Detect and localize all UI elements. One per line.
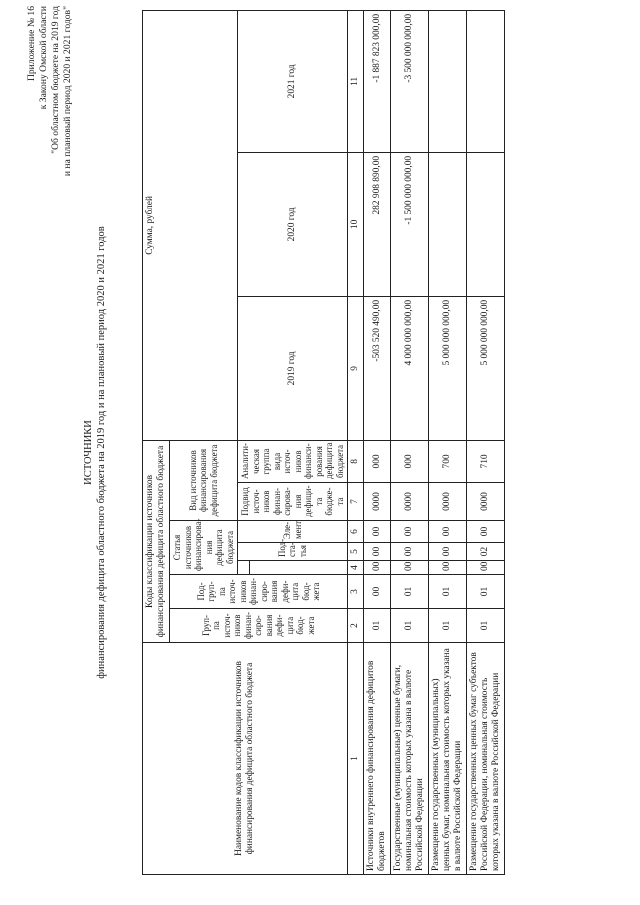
amount-2020 [467, 152, 505, 296]
code-cell: 01 [364, 609, 391, 643]
code-cell: 0000 [391, 483, 429, 521]
appendix-line: Приложение № 16 [26, 6, 37, 82]
header-codes-cell [143, 440, 170, 642]
header-name-cell [143, 643, 348, 875]
header-subgroup-cell [170, 575, 348, 609]
header-substatia-cell [238, 538, 348, 561]
code-cell: 00 [391, 521, 429, 543]
appendix-line: к Закону Омской области [38, 6, 49, 110]
amount-2019: 4 000 000 000,00 [391, 296, 429, 440]
index-cell: 2 [348, 609, 364, 643]
amount-2020 [429, 152, 467, 296]
row-name: Размещение государственных (муниципальных) ценных бумаг, номинальная стоимость которых указана в валюте Российской Федерации [429, 643, 467, 875]
code-cell: 0000 [429, 483, 467, 521]
amount-2020: -1 500 000 000,00 [391, 152, 429, 296]
appendix-line: и на плановый период 2020 и 2021 годов" [62, 6, 73, 177]
code-cell: 00 [364, 543, 391, 561]
header-year-2020-cell [238, 152, 348, 296]
index-cell: 3 [348, 575, 364, 609]
header-subkind-cell [238, 483, 348, 521]
code-cell: 710 [467, 440, 505, 482]
header-substatia-label: Под- ста- тья [276, 538, 308, 557]
header-kind-cell [170, 440, 238, 520]
amount-2021: -3 500 000 000,00 [391, 10, 429, 152]
row-name: Государственные (муниципальные) ценные бумаги, номинальная стоимость которых указана в валюте Российской Федерации [391, 643, 429, 875]
header-article-sub-cell [238, 561, 250, 575]
row-name: Размещение государственных ценных бумаг субъектов Российской Федерации, номинальная стоимость которых указана в валюте Российской Федерации [467, 643, 505, 875]
code-cell: 00 [467, 561, 505, 575]
header-group-cell [170, 609, 348, 643]
amount-2019: -503 520 490,00 [364, 296, 391, 440]
code-cell: 01 [467, 609, 505, 643]
appendix-line: "Об областном бюджете на 2019 год [50, 6, 61, 154]
code-cell: 00 [391, 543, 429, 561]
index-cell: 10 [348, 152, 364, 296]
code-cell: 000 [391, 440, 429, 482]
code-cell: 01 [391, 575, 429, 609]
title-line-2: финансирования дефицита областного бюджета на 2019 год и на плановый период 2020 и 2021 годов [96, 226, 107, 679]
header-article-label: Статья источников финансирова- ния дефицита бюджета [172, 518, 235, 571]
index-cell: 6 [348, 521, 364, 543]
table-row [364, 10, 391, 874]
index-cell: 9 [348, 296, 364, 440]
header-year-2020: 2020 год [287, 207, 297, 242]
index-cell: 4 [348, 561, 364, 575]
header-sum-cell [143, 10, 238, 440]
code-cell: 01 [467, 575, 505, 609]
header-subkind-label: Подвид источ- ников финан- сирова- ния дефици- та бюдже- та [240, 485, 345, 517]
code-cell: 00 [429, 521, 467, 543]
header-year-2021-cell [238, 10, 348, 152]
header-subgroup-label: Под- груп- па источ- ников финан- сиро- вания дефи- цита бюд- жета [195, 578, 321, 605]
index-cell: 11 [348, 10, 364, 152]
code-cell: 000 [364, 440, 391, 482]
index-cell: 5 [348, 543, 364, 561]
index-cell: 7 [348, 483, 364, 521]
header-article-cell [170, 518, 238, 575]
code-cell: 0000 [364, 483, 391, 521]
header-codes-label: Коды классификации источников финансирования дефицита областного бюджета [145, 445, 166, 638]
header-year-2019-cell [238, 296, 348, 440]
header-year-2021: 2021 год [287, 64, 297, 99]
amount-2019: 5 000 000 000,00 [429, 296, 467, 440]
amount-2020: 282 908 890,00 [364, 152, 391, 296]
code-cell: 00 [364, 521, 391, 543]
index-cell: 1 [348, 643, 364, 875]
code-cell: 00 [429, 543, 467, 561]
code-cell: 01 [429, 609, 467, 643]
header-year-2019: 2019 год [287, 351, 297, 386]
header-article-empty-cell [249, 561, 347, 575]
header-kind-label: Вид источников финансирования дефицита бюджета [187, 444, 219, 517]
code-cell: 00 [467, 521, 505, 543]
appendix-note [26, 6, 74, 366]
code-cell: 00 [429, 561, 467, 575]
code-cell: 01 [429, 575, 467, 609]
header-element-cell [238, 521, 348, 543]
amount-2021: -1 887 823 000,00 [364, 10, 391, 152]
header-analytic-cell [238, 440, 348, 482]
header-group-label: Груп- па источ- ников финан- сиро- вания дефи- цита бюд- жета [200, 612, 316, 639]
code-cell: 02 [467, 543, 505, 561]
document-title [82, 0, 108, 905]
header-name-label: Наименование кодов классификации источников финансирования дефицита областного бюджета [234, 661, 255, 856]
code-cell: 0000 [467, 483, 505, 521]
header-sum-label: Сумма, рублей [145, 196, 155, 255]
table-row [391, 10, 429, 874]
amount-2019: 5 000 000 000,00 [467, 296, 505, 440]
code-cell: 00 [364, 561, 391, 575]
code-cell: 01 [391, 609, 429, 643]
amount-2021 [429, 10, 467, 152]
title-line-1: ИСТОЧНИКИ [83, 420, 94, 485]
amount-2021 [467, 10, 505, 152]
code-cell: 700 [429, 440, 467, 482]
header-analytic-label: Аналити- ческая группа вида источ- ников финанси- рования дефицита бюджета [240, 442, 345, 479]
code-cell: 00 [391, 561, 429, 575]
table-row [429, 10, 467, 874]
header-element-label: Эле- мент [282, 520, 303, 539]
table-row [467, 10, 505, 874]
index-cell: 8 [348, 440, 364, 482]
column-index-row [348, 10, 364, 874]
row-name: Источники внутреннего финансирования дефицитов бюджетов [364, 643, 391, 875]
sources-table [142, 10, 505, 875]
code-cell: 00 [364, 575, 391, 609]
